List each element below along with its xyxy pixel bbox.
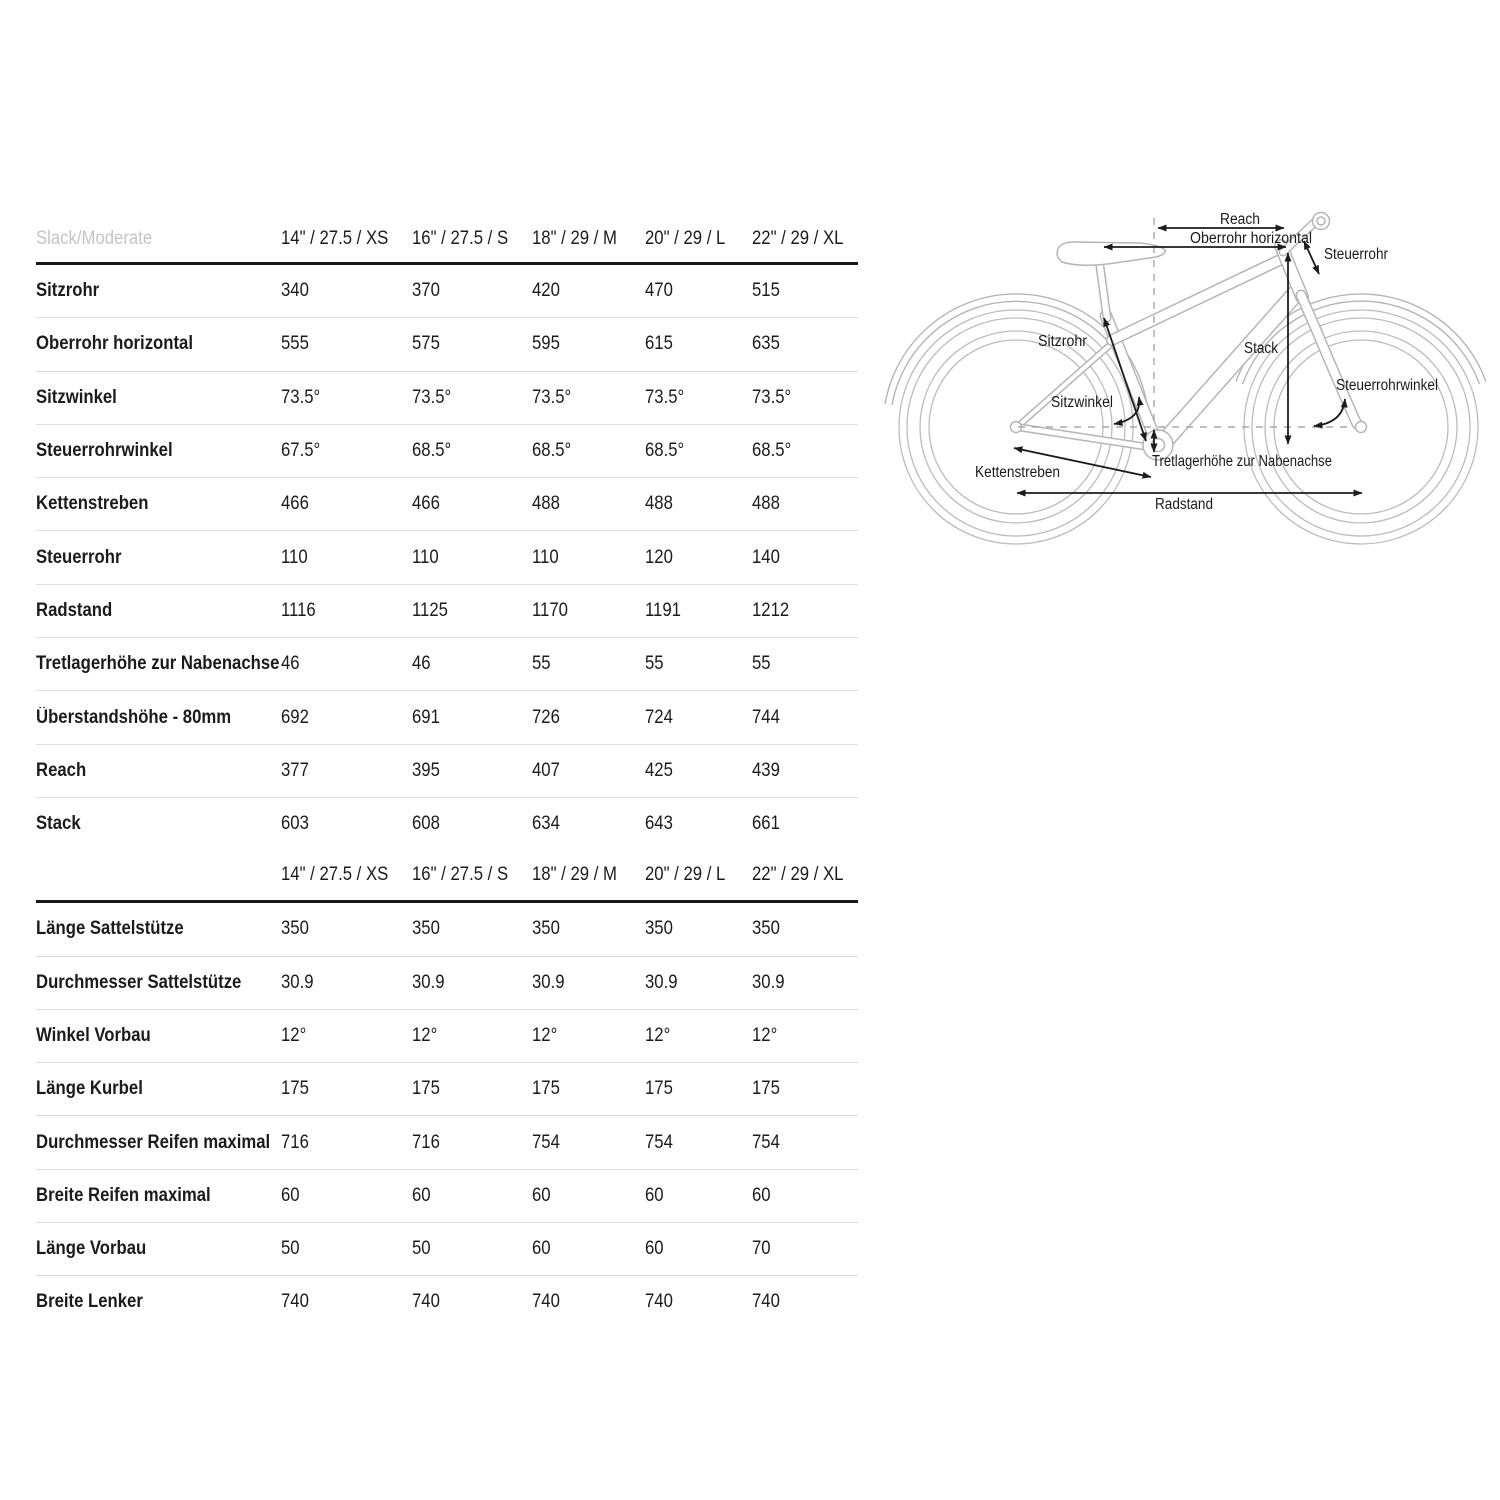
value-cell: 30.9 [281,971,314,993]
table-row [36,798,858,850]
value-cell: 726 [532,706,560,728]
size-column-header: 16" / 27.5 / S [412,227,509,249]
value-cell: 60 [645,1184,664,1206]
diagram-label-tretlagerhoehe: Tretlagerhöhe zur Nabenachse [1152,453,1332,470]
value-cell: 439 [752,759,780,781]
value-cell: 377 [281,759,309,781]
steuerrohrwinkel-angle-arrow [1314,399,1345,426]
value-cell: 716 [281,1131,309,1153]
diagram-label-kettenstreben: Kettenstreben [975,464,1060,481]
value-cell: 175 [412,1078,440,1100]
value-cell: 1191 [645,599,681,621]
value-cell: 30.9 [532,971,565,993]
row-label: Kettenstreben [36,493,149,515]
table-row [36,478,858,531]
size-column-header: 18" / 29 / M [532,864,617,886]
value-cell: 60 [532,1238,551,1260]
value-cell: 555 [281,333,309,355]
size-column-header: 14" / 27.5 / XS [281,227,389,249]
value-cell: 595 [532,333,560,355]
row-label: Stack [36,813,81,835]
row-label: Sitzwinkel [36,386,117,408]
value-cell: 73.5° [532,386,572,408]
value-cell: 110 [532,546,559,568]
row-label: Durchmesser Sattelstütze [36,971,242,993]
value-cell: 740 [532,1291,560,1313]
row-label: Oberrohr horizontal [36,333,193,355]
table-row [36,1276,858,1328]
value-cell: 575 [412,333,440,355]
diagram-label-steuerrohrwinkel: Steuerrohrwinkel [1336,377,1438,394]
value-cell: 488 [752,493,780,515]
value-cell: 60 [281,1184,300,1206]
row-label: Länge Vorbau [36,1238,147,1260]
value-cell: 12° [645,1025,671,1046]
row-label: Sitzrohr [36,280,100,302]
row-label: Durchmesser Reifen maximal [36,1131,271,1153]
diagram-label-oberrohr-horizontal: Oberrohr horizontal [1190,230,1312,247]
bike-geometry-diagram [880,180,1500,580]
value-cell: 724 [645,706,673,728]
value-cell: 370 [412,280,440,302]
value-cell: 350 [532,918,560,940]
value-cell: 608 [412,813,440,835]
value-cell: 60 [412,1184,431,1206]
row-label: Breite Reifen maximal [36,1184,211,1206]
value-cell: 50 [281,1238,300,1260]
diagram-label-steuerrohr: Steuerrohr [1324,246,1388,263]
value-cell: 120 [645,546,673,568]
value-cell: 12° [532,1025,558,1046]
value-cell: 12° [752,1025,778,1046]
value-cell: 67.5° [281,440,321,462]
table-section [36,903,858,1328]
value-cell: 470 [645,280,673,302]
table-row [36,585,858,638]
value-cell: 60 [645,1238,664,1260]
value-cell: 466 [281,493,309,515]
table-row [36,1063,858,1116]
value-cell: 110 [412,546,439,568]
diagram-label-sitzwinkel: Sitzwinkel [1051,394,1113,411]
row-label: Breite Lenker [36,1291,143,1313]
table-row [36,318,858,371]
value-cell: 12° [412,1025,438,1046]
value-cell: 30.9 [412,971,445,993]
row-label: Steuerrohrwinkel [36,440,173,462]
bike-diagram-svg [880,180,1500,580]
row-label: Reach [36,759,87,781]
value-cell: 30.9 [752,971,785,993]
value-cell: 425 [645,759,673,781]
value-cell: 1170 [532,599,568,621]
size-header-row [36,215,858,265]
value-cell: 716 [412,1131,440,1153]
size-column-header: 14" / 27.5 / XS [281,864,389,886]
table-row [36,1116,858,1169]
size-column-header: 18" / 29 / M [532,227,617,249]
value-cell: 68.5° [752,440,792,462]
value-cell: 515 [752,280,780,302]
table-row [36,1223,858,1276]
value-cell: 744 [752,706,780,728]
value-cell: 110 [281,546,308,568]
value-cell: 691 [412,706,440,728]
size-column-header: 22" / 29 / XL [752,864,844,886]
front-axle [1356,422,1367,433]
row-label: Radstand [36,599,113,621]
value-cell: 754 [645,1131,673,1153]
table-row [36,1010,858,1063]
table-section [36,265,858,850]
value-cell: 643 [645,813,673,835]
value-cell: 350 [645,918,673,940]
diagram-label-radstand: Radstand [1155,496,1213,513]
table-corner-label [36,866,281,884]
value-cell: 488 [532,493,560,515]
value-cell: 46 [281,653,300,675]
value-cell: 350 [412,918,440,940]
table-row [36,903,858,956]
value-cell: 635 [752,333,780,355]
table-row [36,425,858,478]
value-cell: 420 [532,280,560,302]
value-cell: 50 [412,1238,431,1260]
value-cell: 70 [752,1238,771,1260]
value-cell: 407 [532,759,560,781]
value-cell: 68.5° [645,440,685,462]
value-cell: 740 [645,1291,673,1313]
diagram-label-reach: Reach [1220,211,1260,228]
value-cell: 55 [752,653,771,675]
geometry-table [36,215,858,1329]
row-label: Steuerrohr [36,546,122,568]
diagram-label-stack: Stack [1244,340,1279,357]
row-label: Winkel Vorbau [36,1025,151,1046]
diagram-label-sitzrohr: Sitzrohr [1038,333,1087,350]
value-cell: 12° [281,1025,307,1046]
value-cell: 175 [645,1078,673,1100]
saddle [1057,242,1165,265]
value-cell: 73.5° [752,386,792,408]
value-cell: 603 [281,813,309,835]
value-cell: 615 [645,333,673,355]
row-label: Überstandshöhe - 80mm [36,706,232,728]
row-label: Länge Sattelstütze [36,918,184,940]
value-cell: 488 [645,493,673,515]
value-cell: 395 [412,759,440,781]
value-cell: 30.9 [645,971,678,993]
value-cell: 68.5° [532,440,572,462]
value-cell: 661 [752,813,780,835]
size-column-header: 22" / 29 / XL [752,227,844,249]
table-row [36,957,858,1010]
value-cell: 73.5° [412,386,452,408]
value-cell: 1116 [281,599,316,621]
value-cell: 68.5° [412,440,452,462]
value-cell: 60 [532,1184,551,1206]
table-row [36,265,858,318]
value-cell: 740 [412,1291,440,1313]
value-cell: 740 [752,1291,780,1313]
value-cell: 46 [412,653,431,675]
value-cell: 175 [752,1078,780,1100]
row-label: Länge Kurbel [36,1078,143,1100]
table-row [36,745,858,798]
size-column-header: 20" / 29 / L [645,227,726,249]
table-row [36,372,858,425]
row-label: Tretlagerhöhe zur Nabenachse [36,653,280,675]
handlebar-grip [1313,213,1330,230]
value-cell: 175 [532,1078,560,1100]
size-column-header: 16" / 27.5 / S [412,864,509,886]
value-cell: 55 [532,653,551,675]
value-cell: 73.5° [281,386,321,408]
value-cell: 740 [281,1291,309,1313]
size-header-row [36,850,858,903]
value-cell: 1212 [752,599,790,621]
value-cell: 140 [752,546,780,568]
table-row [36,531,858,584]
value-cell: 350 [752,918,780,940]
value-cell: 340 [281,280,309,302]
table-corner-label: Slack/Moderate [36,227,153,249]
value-cell: 1125 [412,599,448,621]
value-cell: 60 [752,1184,771,1206]
value-cell: 754 [532,1131,560,1153]
value-cell: 175 [281,1078,309,1100]
value-cell: 55 [645,653,664,675]
value-cell: 754 [752,1131,780,1153]
table-row [36,638,858,691]
value-cell: 466 [412,493,440,515]
size-column-header: 20" / 29 / L [645,864,726,886]
value-cell: 692 [281,706,309,728]
table-row [36,691,858,744]
value-cell: 73.5° [645,386,685,408]
value-cell: 634 [532,813,560,835]
table-row [36,1170,858,1223]
value-cell: 350 [281,918,309,940]
